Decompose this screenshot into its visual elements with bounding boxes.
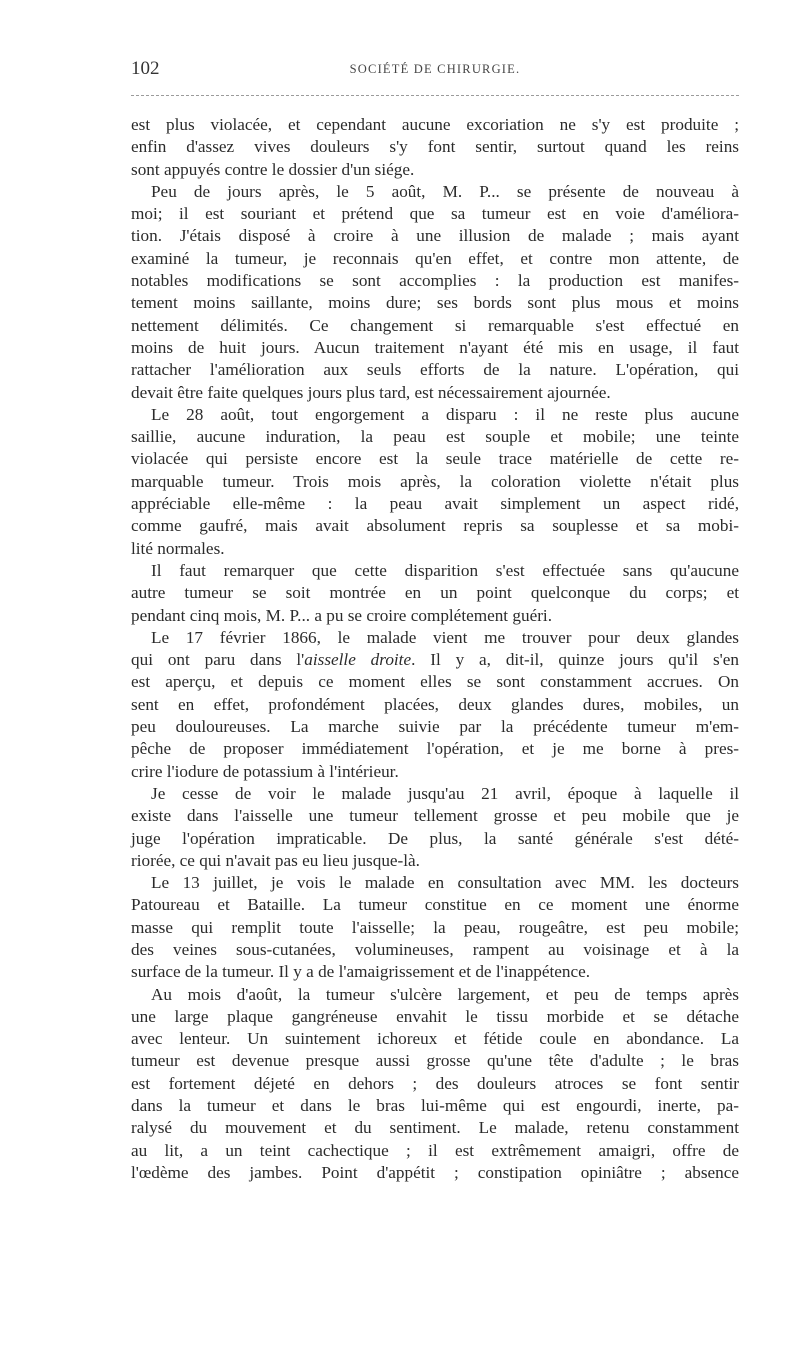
text-line: enfin d'assez vives douleurs s'y font sentir, surtout quand les reins	[131, 137, 739, 157]
text-line: ralysé du mouvement et du sentiment. Le malade, retenu constamment	[131, 1118, 739, 1138]
text-line: appréciable elle-même : la peau avait simplement un aspect ridé,	[131, 494, 739, 514]
text-line: pendant cinq mois, M. P... a pu se croire complétement guéri.	[131, 605, 552, 625]
page-number: 102	[131, 58, 160, 79]
text-line: riorée, ce qui n'avait pas eu lieu jusque-là.	[131, 850, 420, 870]
text-line: moins de huit jours. Aucun traitement n'ayant été mis en usage, il faut	[131, 337, 739, 357]
text-line: Je cesse de voir le malade jusqu'au 21 avril, époque à laquelle il	[151, 783, 739, 803]
text-line: saillie, aucune induration, la peau est souple et mobile; une teinte	[131, 427, 739, 447]
text-line: nettement délimités. Ce changement si remarquable s'est effectué en	[131, 315, 739, 335]
text-line: dans la tumeur et dans le bras lui-même qui est engourdi, inerte, pa-	[131, 1096, 739, 1116]
text-segment: qui ont paru dans l'	[131, 650, 305, 670]
header-rule	[131, 95, 739, 96]
text-line: examiné la tumeur, je reconnais qu'en effet, et contre mon attente, de	[131, 248, 739, 268]
italic-term: aisselle droite	[304, 650, 412, 670]
text-line: sent en effet, profondément placées, deux glandes dures, mobiles, un	[131, 694, 739, 714]
text-line: crire l'iodure de potassium à l'intérieur.	[131, 761, 399, 781]
text-line: avec lenteur. Un suintement ichoreux et fétide coule en abondance. La	[131, 1029, 739, 1049]
text-line: pêche de proposer immédiatement l'opération, et je me borne à pres-	[131, 739, 739, 759]
running-title: SOCIÉTÉ DE CHIRURGIE.	[349, 62, 521, 76]
text-line: notables modifications se sont accomplies : la production est manifes-	[131, 271, 739, 291]
text-line: tement moins saillante, moins dure; ses bords sont plus mous et moins	[131, 293, 739, 313]
text-line: Le 13 juillet, je vois le malade en consultation avec MM. les docteurs	[151, 873, 739, 893]
text-line: Le 17 février 1866, le malade vient me trouver pour deux glandes	[151, 627, 739, 647]
text-line: rattacher l'amélioration aux seuls efforts de la nature. L'opération, qui	[131, 360, 739, 380]
text-line: existe dans l'aisselle une tumeur tellement grosse et peu mobile que je	[131, 806, 739, 826]
body-text	[131, 114, 739, 1184]
running-head	[131, 58, 739, 82]
text-line	[131, 649, 739, 671]
text-line: Patoureau et Bataille. La tumeur constitue en ce moment une énorme	[131, 895, 739, 915]
text-line: marquable tumeur. Trois mois après, la coloration violette n'était plus	[131, 471, 739, 491]
text-line: Au mois d'août, la tumeur s'ulcère largement, et peu de temps après	[151, 984, 739, 1004]
text-line: tumeur est devenue presque aussi grosse qu'une tête d'adulte ; le bras	[131, 1051, 739, 1071]
text-line: sont appuyés contre le dossier d'un siége.	[131, 159, 415, 179]
text-line: est aperçu, et depuis ce moment elles se sont constamment accrues. On	[131, 672, 739, 692]
text-line: masse qui remplit toute l'aisselle; la peau, rougeâtre, est peu mobile;	[131, 917, 739, 937]
text-line: moi; il est souriant et prétend que sa tumeur est en voie d'améliora-	[131, 204, 739, 224]
text-line: une large plaque gangréneuse envahit le tissu morbide et se détache	[131, 1006, 739, 1026]
text-line: Peu de jours après, le 5 août, M. P... se présente de nouveau à	[151, 181, 739, 201]
text-segment: . Il y a, dit-il, quinze jours qu'il s'en	[411, 650, 739, 670]
text-line: peu douloureuses. La marche suivie par la précédente tumeur m'em-	[131, 717, 739, 737]
text-line: comme gaufré, mais avait absolument repris sa souplesse et sa mobi-	[131, 516, 739, 536]
text-line: devait être faite quelques jours plus tard, est nécessairement ajournée.	[131, 382, 611, 402]
text-line: est fortement déjeté en dehors ; des douleurs atroces se font sentir	[131, 1073, 739, 1093]
text-line: autre tumeur se soit montrée en un point quelconque du corps; et	[131, 583, 739, 603]
text-line: Il faut remarquer que cette disparition s'est effectuée sans qu'aucune	[151, 560, 739, 580]
text-line: surface de la tumeur. Il y a de l'amaigrissement et de l'inappétence.	[131, 962, 591, 982]
text-line: tion. J'étais disposé à croire à une illusion de malade ; mais ayant	[131, 226, 739, 246]
text-line: l'œdème des jambes. Point d'appétit ; constipation opiniâtre ; absence	[131, 1162, 739, 1182]
text-line: Le 28 août, tout engorgement a disparu : il ne reste plus aucune	[151, 404, 739, 424]
text-line: violacée qui persiste encore est la seule trace matérielle de cette re-	[131, 449, 739, 469]
text-line: au lit, a un teint cachectique ; il est extrêmement amaigri, offre de	[131, 1140, 739, 1160]
text-line: des veines sous-cutanées, volumineuses, rampent au voisinage et à la	[131, 939, 739, 959]
text-line: juge l'opération impraticable. De plus, la santé générale s'est dété-	[131, 828, 739, 848]
text-line: lité normales.	[131, 538, 225, 558]
text-line: est plus violacée, et cependant aucune excoriation ne s'y est produite ;	[131, 115, 739, 134]
